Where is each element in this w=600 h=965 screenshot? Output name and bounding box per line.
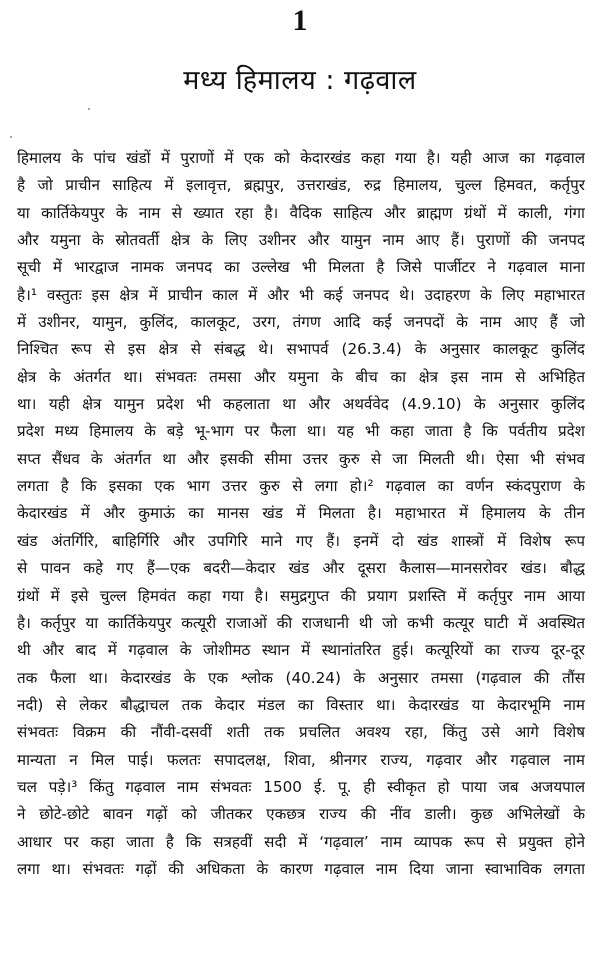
text-line: सूची में भारद्वाज नामक जनपद का उल्लेख भी मिलता है जिसे पार्जीटर ने गढ़वाल माना [17, 258, 585, 277]
text-line: है।¹ वस्तुतः इस क्षेत्र में प्राचीन काल में और भी कई जनपद थे। उदाहरण के लिए महाभारत [17, 285, 585, 304]
text-line: सप्त सैंधव के अंतर्गत था और इसकी सीमा उत्तर कुरु से जा मिलती थी। ऐसा भी संभव [17, 449, 585, 468]
text-line: है जो प्राचीन साहित्य में इलावृत्त, ब्रह्मपुर, उत्तराखंड, रुद्र हिमालय, चुल्ल हिमवत, कर्तृपुर [17, 176, 585, 195]
body-paragraph [17, 145, 585, 883]
text-line: लगता है कि इसका एक भाग उत्तर कुरु से लगा हो।² गढ़वाल का वर्णन स्कंदपुराण के [17, 477, 585, 496]
scan-speck [10, 136, 12, 138]
text-line: केदारखंड में और कुमाऊं का मानस खंड में मिलता है। महाभारत में हिमालय के तीन [17, 504, 585, 523]
text-line: ने छोटे-छोटे बावन गढ़ों को जीतकर एकछत्र राज्य की नींव डाली। कुछ अभिलेखों के [17, 805, 585, 824]
text-line: खंड अंतर्गिरि, बाहिर्गिरि और उपगिरि माने गए हैं। इनमें दो खंड शास्त्रों में विशेष रूप [17, 531, 585, 550]
text-line: हिमालय के पांच खंडों में पुराणों में एक को केदारखंड कहा गया है। यही आज का गढ़वाल [17, 149, 585, 167]
text-line: में उशीनर, यामुन, कुलिंद, कालकूट, उरग, तंगण आदि कई जनपदों के नाम आए हैं जो [17, 313, 585, 332]
scan-speck [88, 108, 90, 110]
text-line: क्षेत्र के अंतर्गत था। संभवतः तमसा और यमुना के बीच का क्षेत्र इस नाम से अभिहित [17, 367, 585, 386]
text-line: संभवतः विक्रम की नौंवी-दसवीं शती तक प्रचलित अवश्य रहा, किंतु उसे आगे विशेष [17, 723, 585, 742]
text-line: था। यही क्षेत्र यामुन प्रदेश भी कहलाता था और अथर्ववेद (4.9.10) के अनुसार कुलिंद [17, 395, 585, 414]
text-line: ग्रंथों में इसे चुल्ल हिमवंत कहा गया है। समुद्रगुप्त की प्रयाग प्रशस्ति में कर्तृपुर नाम आया [17, 586, 585, 605]
chapter-title: मध्य हिमालय : गढ़वाल [183, 65, 417, 96]
text-line: निश्चित रूप से इस क्षेत्र से संबद्ध थे। सभापर्व (26.3.4) के अनुसार कालकूट कुलिंद [17, 340, 585, 359]
chapter-number: 1 [292, 4, 308, 37]
text-line: नदी) से लेकर बौद्धाचल तक केदार मंडल का विस्तार था। केदारखंड या केदारभूमि नाम [17, 695, 585, 714]
text-line: और यमुना के स्रोतवर्ती क्षेत्र के लिए उशीनर और यामुन नाम आए हैं। पुराणों की जनपद [17, 231, 585, 250]
text-line: है। कर्तृपुर या कार्तिकेयपुर कत्यूरी राजाओं की राजधानी थी जो कभी कत्यूर घाटी में अवस्थित [17, 613, 585, 632]
text-line: प्रदेश मध्य हिमालय के बड़े भू-भाग पर फैला था। यह भी कहा जाता है कि पर्वतीय प्रदेश [17, 422, 585, 441]
text-line: आधार पर कहा जाता है कि सत्रहवीं सदी में ‘गढ़वाल’ नाम व्यापक रूप से प्रयुक्त होने [17, 832, 585, 851]
text-line: चल पड़े।³ किंतु गढ़वाल नाम संभवतः 1500 ई. पू. ही स्वीकृत हो पाया जब अजयपाल [17, 777, 585, 796]
text-line: थी और बाद में गढ़वाल के जोशीमठ स्थान में स्थानांतरित हुई। कत्यूरियों का राज्य दूर-दूर [17, 641, 585, 660]
text-line: मान्यता न मिल पाई। फलतः सपादलक्ष, शिवा, श्रीनगर राज्य, गढ़वार और गढ़वाल नाम [17, 750, 585, 769]
text-line: तक फैला था। केदारखंड के एक श्लोक (40.24) के अनुसार तमसा (गढ़वाल की तौंस [17, 668, 585, 687]
text-line: से पावन कहे गए हैं—एक बदरी—केदार खंड और दूसरा कैलास—मानसरोवर खंड। बौद्ध [17, 559, 585, 578]
text-line: लगा था। संभवतः गढ़ों की अधिकता के कारण गढ़वाल नाम दिया जाना स्वाभाविक लगता [17, 859, 585, 878]
text-line: या कार्तिकेयपुर के नाम से ख्यात रहा है। वैदिक साहित्य और ब्राह्मण ग्रंथों में काली, गंगा [17, 203, 585, 222]
